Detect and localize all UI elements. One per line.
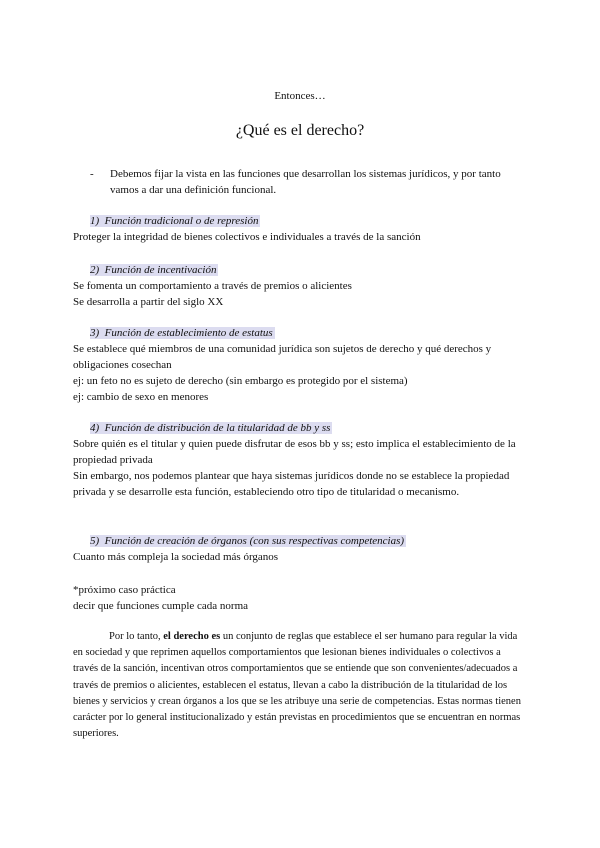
section-4 [73, 420, 533, 500]
page-title: ¿Qué es el derecho? [235, 122, 365, 139]
bullet-text: Debemos fijar la vista en las funciones que desarrollan los sistemas jurídicos, y por tanto vamos a dar una definición funcional. [110, 168, 501, 196]
section-line: Se fomenta un comportamiento a través de premios o alicientes [73, 280, 352, 292]
section-line: Proteger la integridad de bienes colectivos e individuales a través de la sanción [73, 231, 421, 243]
conclusion-lead: Por lo tanto, [109, 631, 164, 642]
section-number: 4) [90, 422, 100, 434]
note-line: *próximo caso práctica [73, 584, 176, 596]
section-line: Se desarrolla a partir del siglo XX [73, 296, 224, 308]
section-title: Función de incentivación [104, 264, 217, 276]
section-number: 2) [90, 264, 100, 276]
conclusion-bold: el derecho es [163, 631, 221, 642]
section-title: Función de creación de órganos (con sus respectivas competencias) [104, 535, 405, 547]
section-number: 5) [90, 535, 100, 547]
section-title: Función de distribución de la titularidad de bb y ss [104, 422, 331, 434]
conclusion-paragraph [73, 629, 525, 742]
section-line: Cuanto más compleja la sociedad más órganos [73, 551, 279, 563]
bullet-marker: - [90, 168, 94, 180]
section-heading [90, 325, 533, 341]
section-title: Función tradicional o de represión [104, 215, 259, 227]
section-1 [73, 213, 533, 245]
section-heading [90, 213, 533, 229]
section-5 [73, 533, 533, 565]
intro-text: Entonces… [274, 90, 326, 102]
section-number: 3) [90, 327, 100, 339]
note-line: decir que funciones cumple cada norma [73, 600, 249, 612]
conclusion-rest: un conjunto de reglas que establece el ser humano para regular la vida en sociedad y que reprimen aquellos comportamientos que lesionan bienes individuales o colectivos a través de la sanción, incentivan otros comportamientos que se entiende que son convenientes/adecuados a través de premios o alicientes, establecen el estatus, llevan a cabo la distribución de la titularidad de los bienes y servicios y crean órganos a los que se les atribuye una serie de competencias. Estas normas tienen carácter por lo general institucionalizado y están previstas en procedimientos que se encuentran en normas superiores. [73, 631, 521, 740]
section-line: ej: cambio de sexo en menores [73, 391, 209, 403]
section-heading [90, 533, 533, 549]
bullet-item [90, 166, 520, 198]
section-line: Se establece qué miembros de una comunidad jurídica son sujetos de derecho y qué derechos y obligaciones cosechan [73, 343, 492, 371]
section-2 [73, 262, 533, 310]
section-heading [90, 262, 533, 278]
section-heading [90, 420, 533, 436]
section-title: Función de establecimiento de estatus [104, 327, 273, 339]
section-number: 1) [90, 215, 100, 227]
notes [73, 582, 533, 614]
section-line: Sin embargo, nos podemos plantear que haya sistemas jurídicos donde no se establece la propiedad privada y se desarrolle esta función, estableciendo otro tipo de titularidad o mecanismo. [73, 470, 510, 498]
section-line: Sobre quién es el titular y quien puede disfrutar de esos bb y ss; esto implica el establecimiento de la propiedad privada [73, 438, 516, 466]
section-3 [73, 325, 533, 405]
section-line: ej: un feto no es sujeto de derecho (sin embargo es protegido por el sistema) [73, 375, 408, 387]
